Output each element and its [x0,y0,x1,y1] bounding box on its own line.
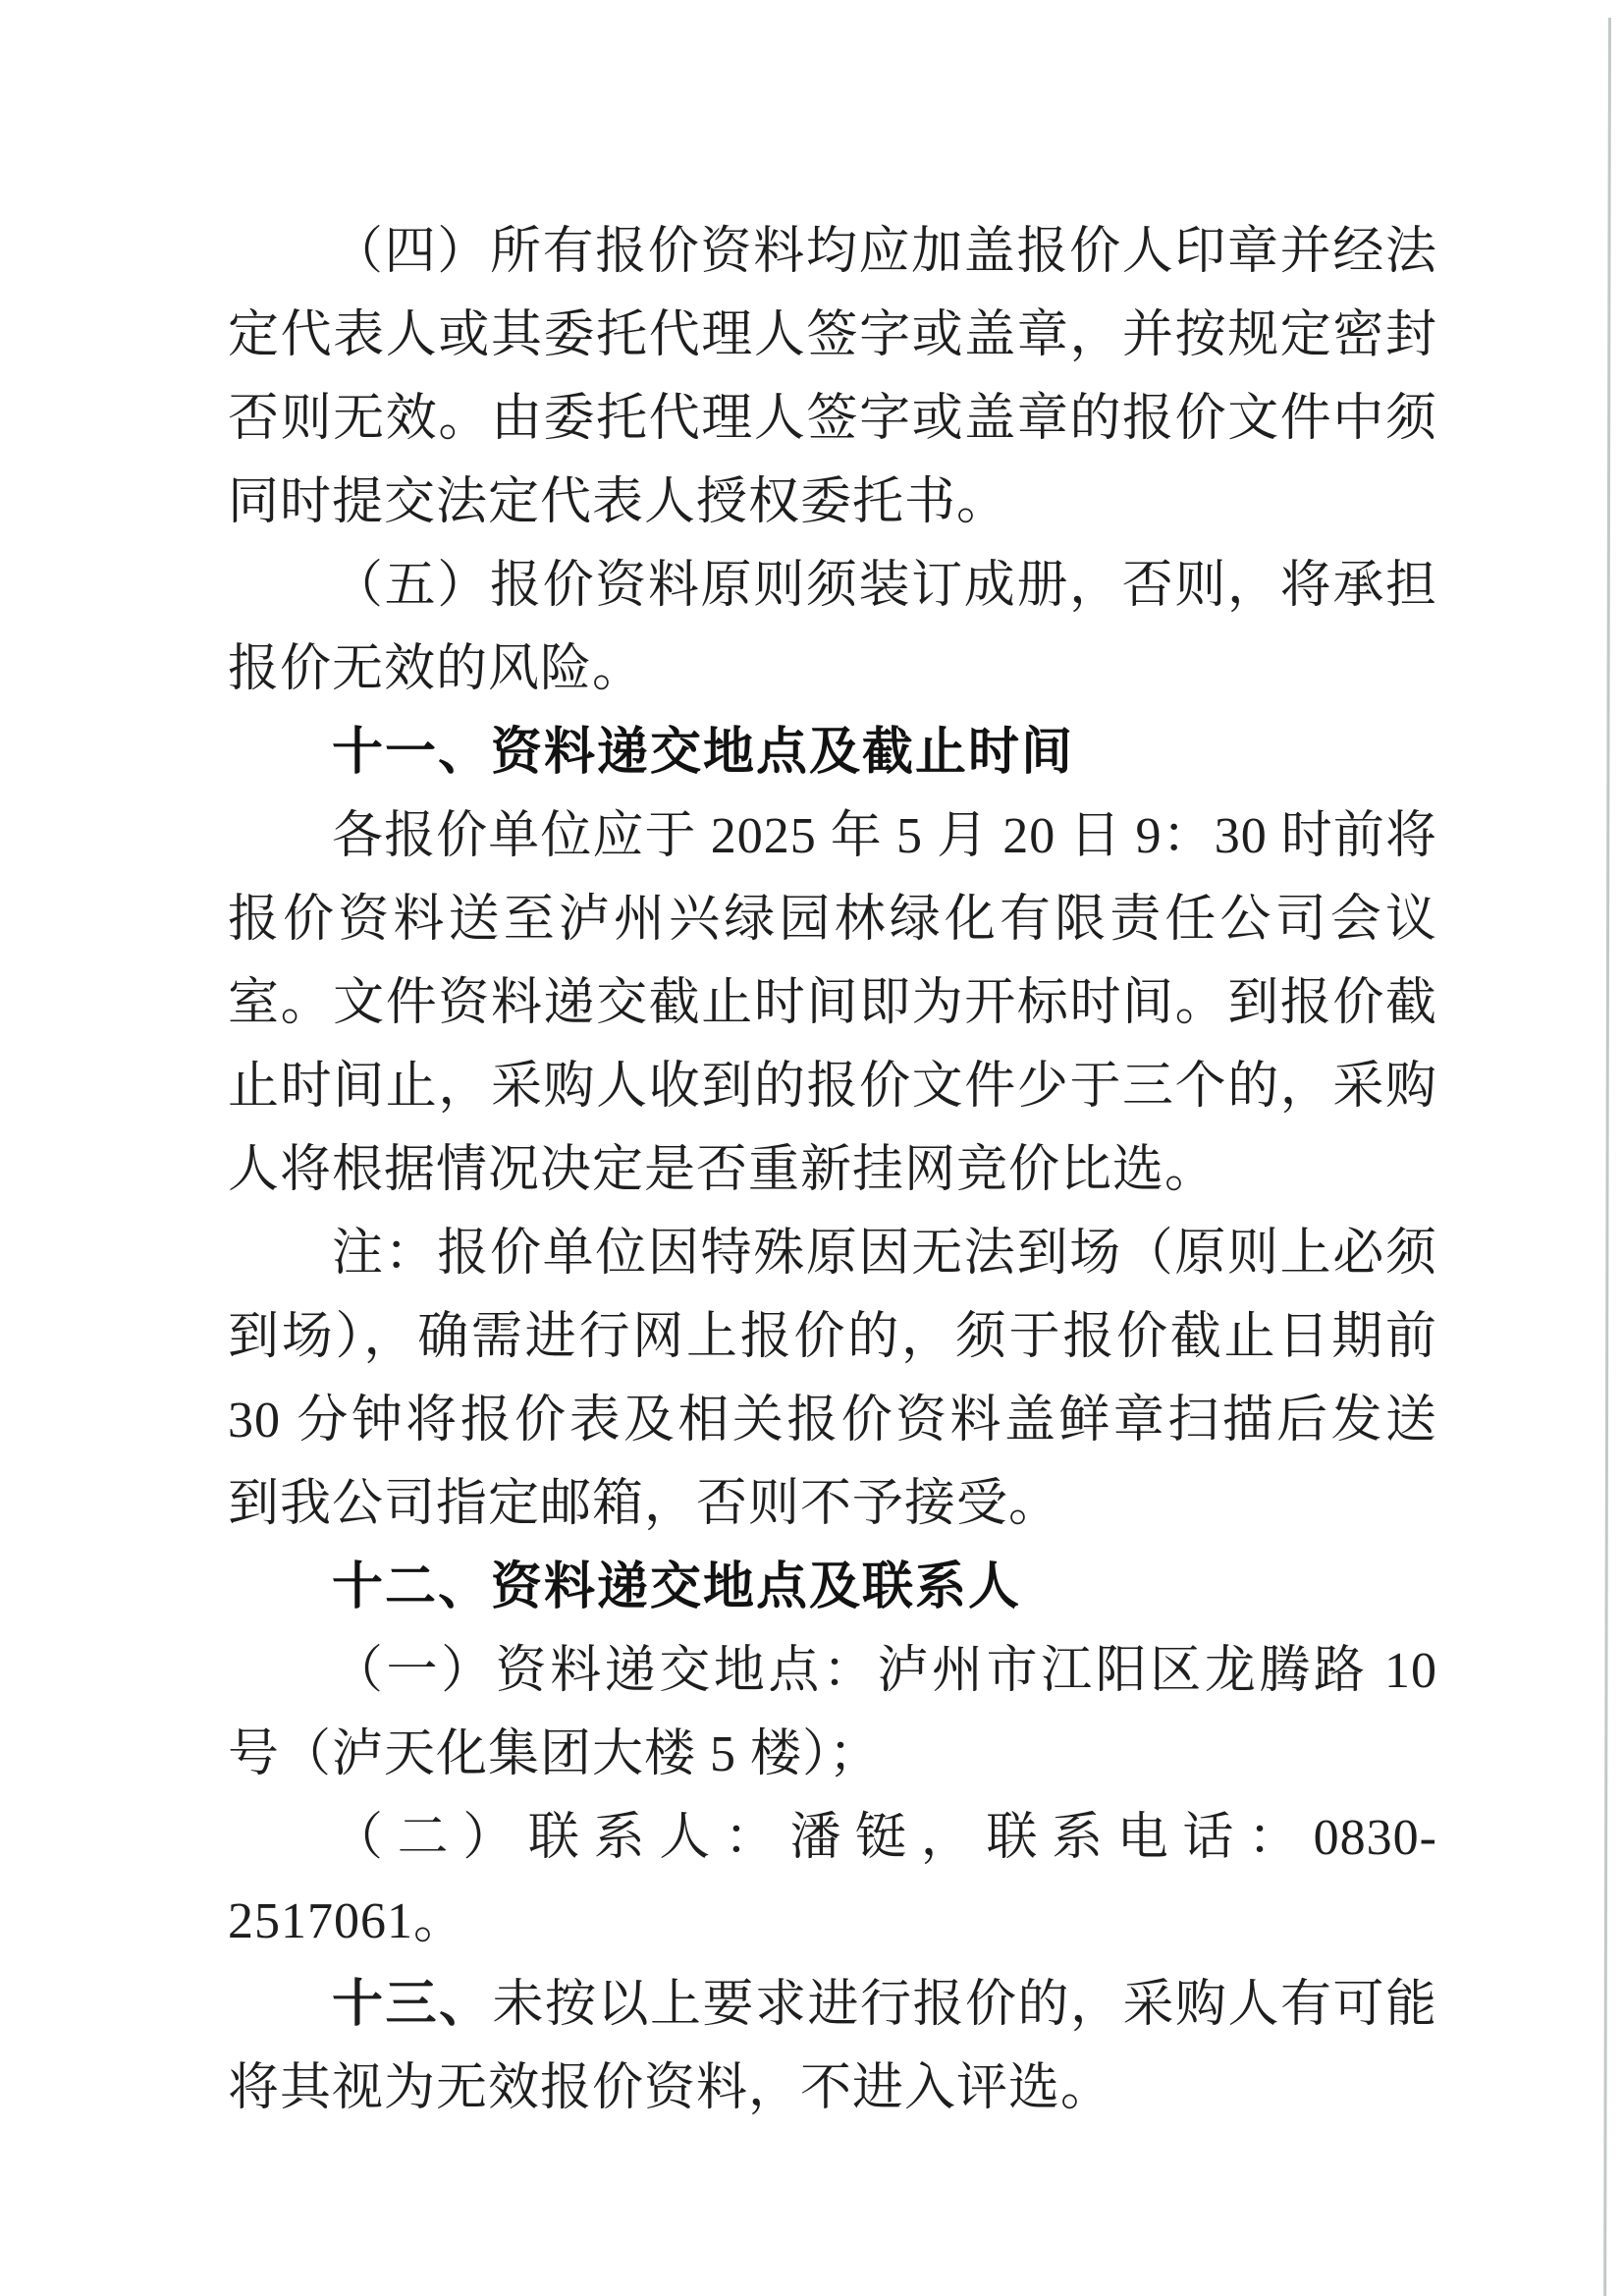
paragraph: （五）报价资料原则须装订成册，否则，将承担报价无效的风险。 [228,558,1437,697]
scan-edge-artifact-line [1603,18,1611,2296]
paragraph: （二）联系人：潘铤，联系电话：0830-2517061。 [228,1810,1437,1949]
section-heading: 十二、资料递交地点及联系人 [332,1558,1022,1615]
paragraph-lead: 十三、 [332,1976,493,2033]
paragraph: （一）资料递交地点：泸州市江阳区龙腾路 10 号（泸天化集团大楼 5 楼）； [228,1643,1437,1782]
paragraph: 各报价单位应于 2025 年 5 月 20 日 9：30 时前将报价资料送至泸州兴绿园林绿化有限责任公司会议室。文件资料递交截止时间即为开标时间。到报价截止时间止，采购人收到的报价文件少于三个的，采购人将根据情况决定是否重新挂网竞价比选。 [228,808,1437,1198]
section-heading: 十一、资料递交地点及截止时间 [332,724,1075,781]
paragraph: （四）所有报价资料均应加盖报价人印章并经法定代表人或其委托代理人签字或盖章，并按规定密封否则无效。由委托代理人签字或盖章的报价文件中须同时提交法定代表人授权委托书。 [228,224,1437,530]
document-body [228,210,1437,2130]
paragraph: 注：报价单位因特殊原因无法到场（原则上必须到场），确需进行网上报价的，须于报价截止日期前 30 分钟将报价表及相关报价资料盖鲜章扫描后发送到我公司指定邮箱，否则不予接受。 [228,1226,1437,1532]
paragraph: 十三、未按以上要求进行报价的，采购人有可能将其视为无效报价资料，不进入评选。 [228,1976,1437,2116]
